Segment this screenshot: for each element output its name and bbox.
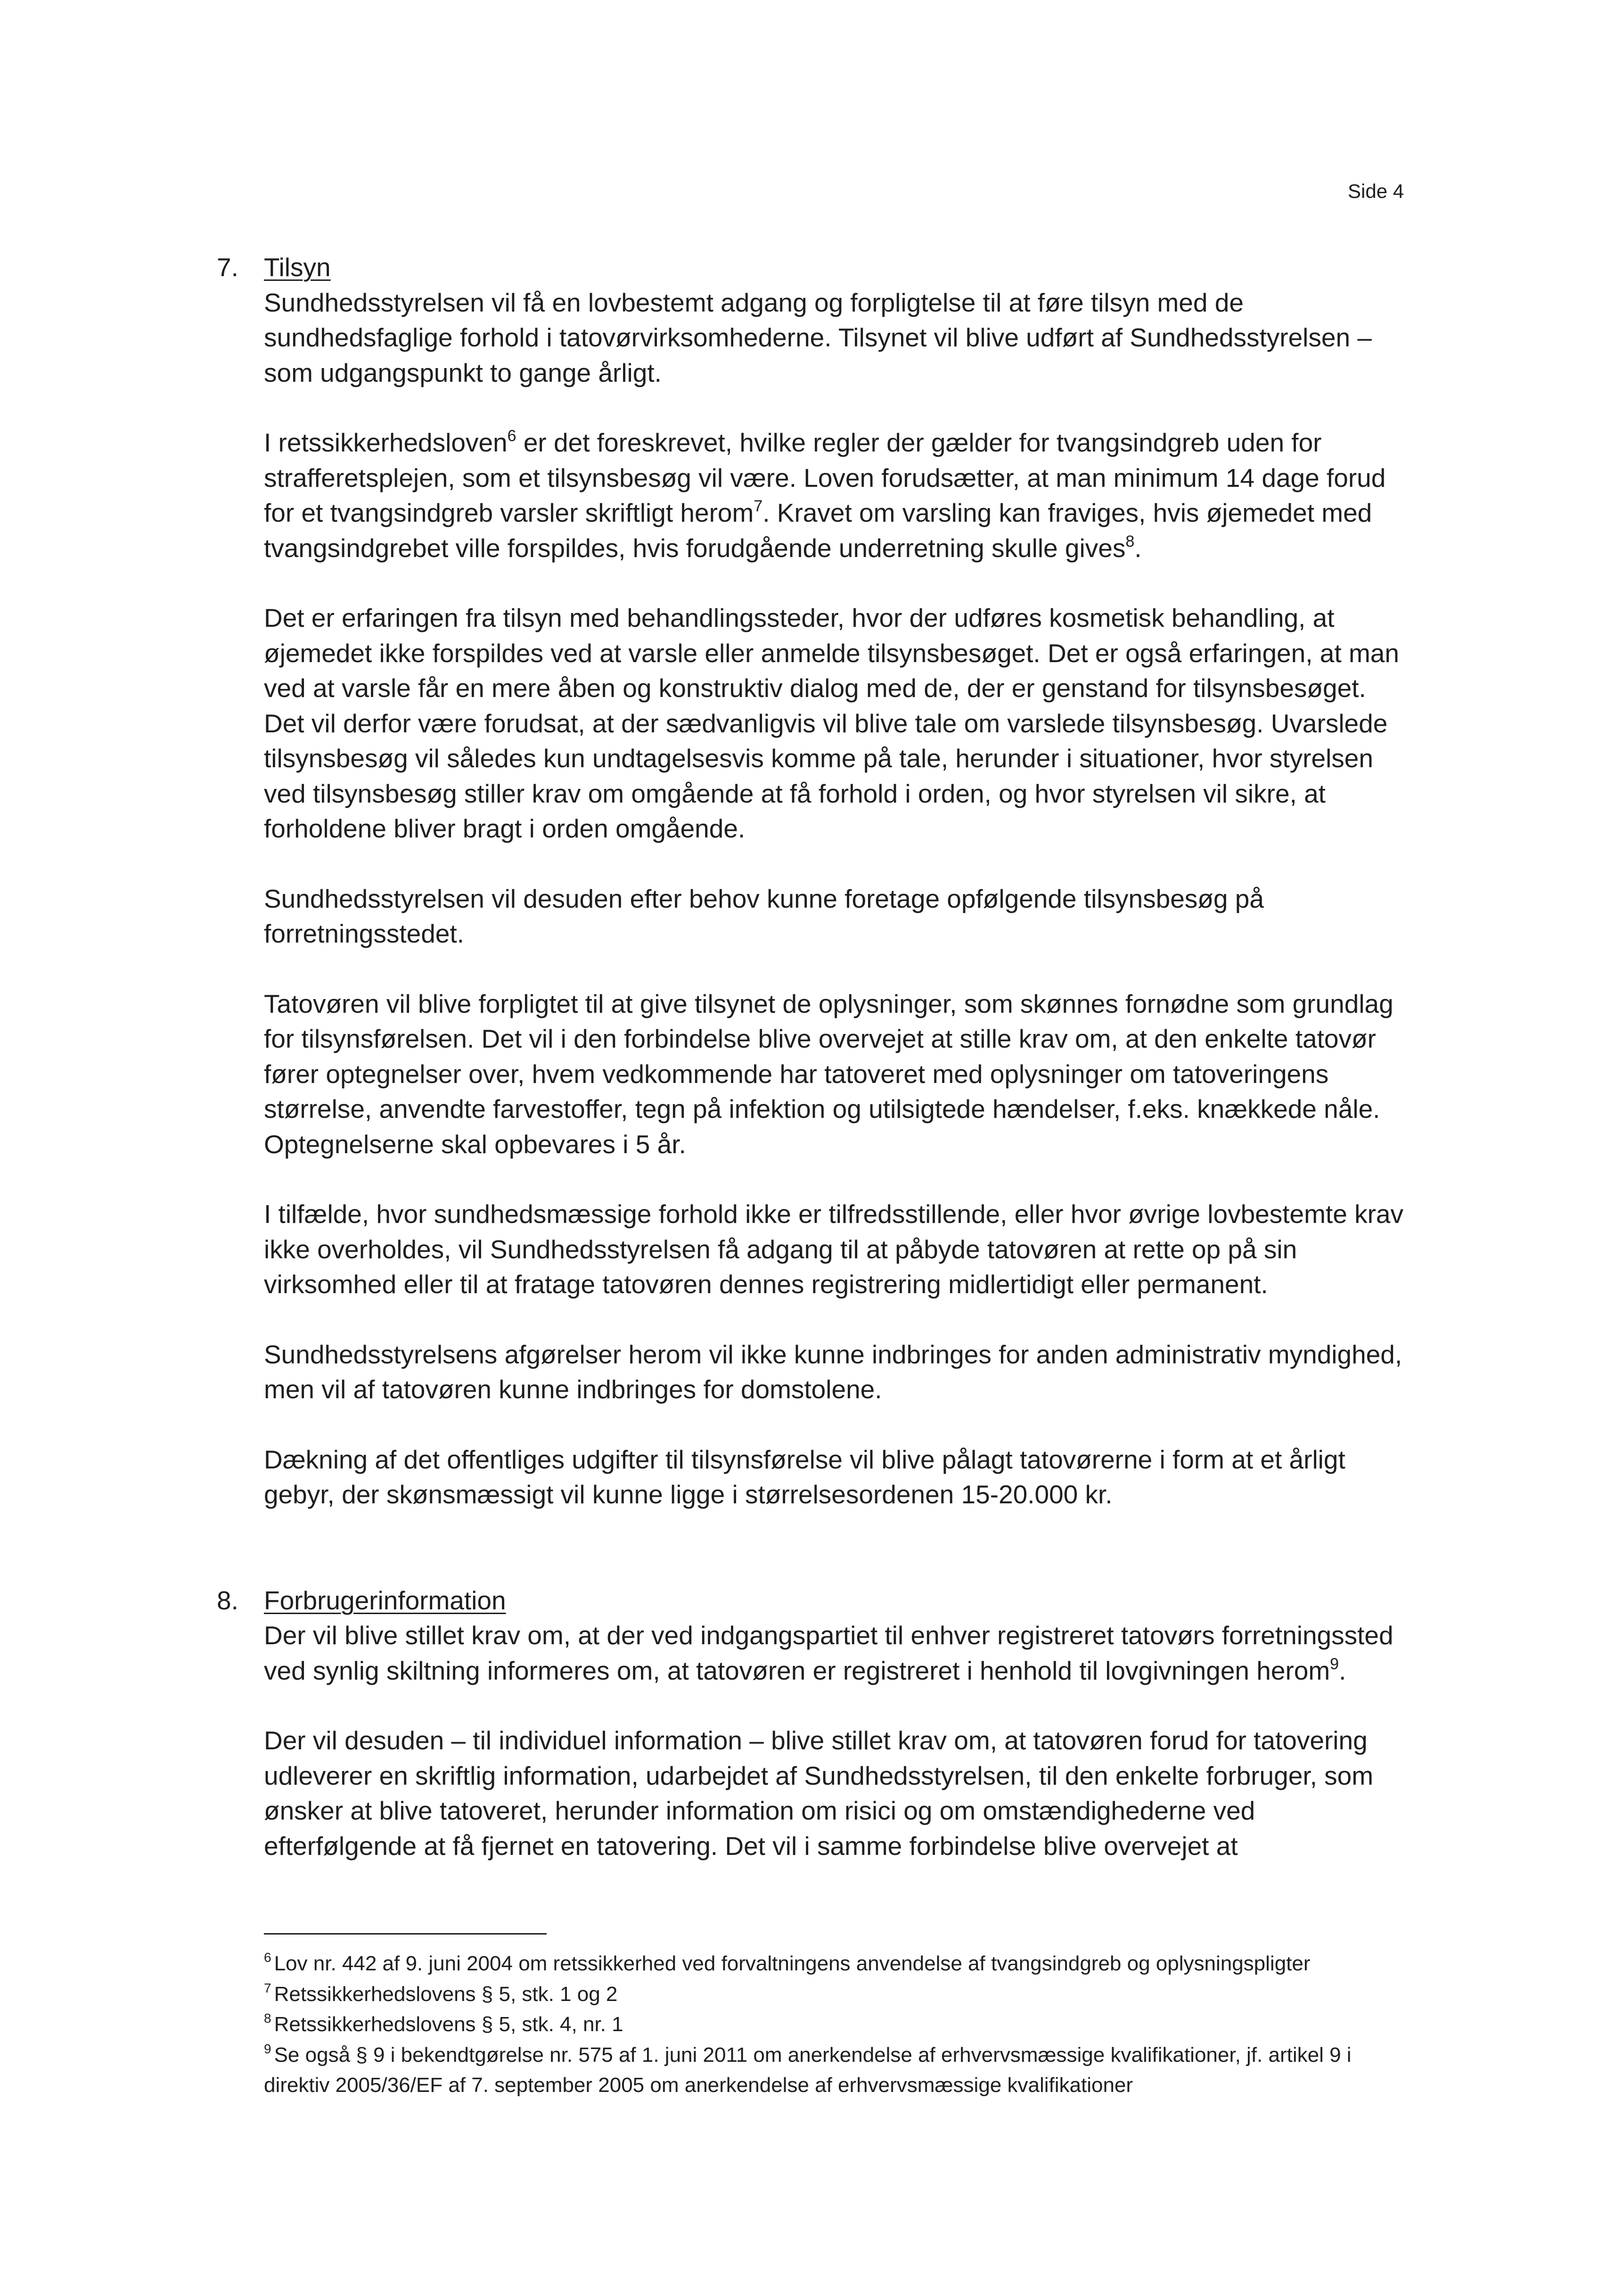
page-number: Side 4 (1348, 180, 1404, 202)
section-number: 7. (217, 253, 238, 282)
footnote-item: $^6$ Lov nr. 442 af 9. juni 2004 om retssikkerhed ved forvaltningens anvendelse af tvangsindgreb og oplysningspligter (264, 1950, 1311, 1975)
paragraph: Sundhedsstyrelsens afgørelser herom vil ikke kunne indbringes for anden administrativ myndighed, men vil af tatovøren kunne indbringes for domstolene. (264, 1339, 1402, 1404)
paragraph: Sundhedsstyrelsen vil desuden efter behov kunne foretage opfølgende tilsynsbesøg på forretningsstedet. (264, 884, 1264, 948)
footnote-ref: 9 (1330, 1655, 1339, 1673)
paragraph: Det er erfaringen fra tilsyn med behandlingssteder, hvor der udføres kosmetisk behandling, at øjemedet ikke forspildes ved at varsle eller anmelde tilsynsbesøget. Det er også erfaringen, at man ved at varsle får en mere åben og konstruktiv dialog med de, der er genstand for tilsynsbesøget. Det vil derfor være forudsat, at der sædvanligvis vil blive tale om varslede tilsynsbesøg. Uvarslede tilsynsbesøg vil således kun undtagelsesvis komme på tale, herunder i situationer, hvor styrelsen ved tilsynsbesøg stiller krav om omgående at få forhold i orden, og hvor styrelsen vil sikre, at forholdene bliver bragt i orden omgående. (264, 603, 1399, 843)
document-body (217, 250, 1409, 1863)
section-number: 8. (217, 1585, 238, 1615)
paragraph: Der vil desuden – til individuel information – blive stillet krav om, at tatovøren forud for tatovering udleverer en skriftlig information, udarbejdet af Sundhedsstyrelsen, til den enkelte forbruger, som ønsker at blive tatoveret, herunder information om risici og om omstændighederne ved efterfølgende at få fjernet en tatovering. Det vil i samme forbindelse blive overvejet at (264, 1726, 1374, 1861)
paragraph: Sundhedsstyrelsen vil få en lovbestemt adgang og forpligtelse til at føre tilsyn med de sundhedsfaglige forhold i tatovørvirksomhederne. Tilsynet vil blive udført af Sundhedsstyrelsen – som udgangspunkt to gange årligt. (264, 287, 1372, 387)
section-8 (217, 1583, 1409, 1864)
footnote-item: $^9$ Se også § 9 i bekendtgørelse nr. 575 af 1. juni 2011 om anerkendelse af erhvervsmæssige kvalifikationer, jf. artikel 9 i direktiv 2005/36/EF af 7. september 2005 om anerkendelse af erhvervsmæssige kvalifikationer (264, 2041, 1352, 2097)
footnote-ref: 7 (754, 497, 763, 515)
paragraph: I retssikkerhedsloven$^6$ er det foreskrevet, hvilke regler der gælder for tvangsindgreb uden for strafferetsplejen, som et tilsynsbesøg vil være. Loven forudsætter, at man minimum 14 dage forud for et tvangsindgreb varsler skriftligt herom$^7$. Kravet om varsling kan fraviges, hvis øjemedet med tvangsindgrebet ville forspildes, hvis forudgående underretning skulle gives$^8$. (264, 427, 1386, 563)
paragraph: Der vil blive stillet krav om, at der ved indgangspartiet til enhver registreret tatovørs forretningssted ved synlig skiltning informeres om, at tatovøren er registreret i henhold til lovgivningen herom$^9$. (264, 1621, 1393, 1685)
paragraph: I tilfælde, hvor sundhedsmæssige forhold ikke er tilfredsstillende, eller hvor øvrige lovbestemte krav ikke overholdes, vil Sundhedsstyrelsen få adgang til at påbyde tatovøren at rette op på sin virksomhed eller til at fratage tatovøren dennes registrering midlertidigt eller permanent. (264, 1199, 1403, 1299)
paragraph: Dækning af det offentliges udgifter til tilsynsførelse vil blive pålagt tatovørerne i form at et årligt gebyr, der skønsmæssigt vil kunne ligge i størrelsesordenen 15-20.000 kr. (264, 1444, 1345, 1509)
paragraph: Tatovøren vil blive forpligtet til at give tilsynet de oplysninger, som skønnes fornødne som grundlag for tilsynsførelsen. Det vil i den forbindelse blive overvejet at stille krav om, at den enkelte tatovør fører optegnelser over, hvem vedkommende har tatoveret med oplysninger om tatoveringens størrelse, anvendte farvestoffer, tegn på infektion og utilsigtede hændelser, f.eks. knækkede nåle. Optegnelserne skal opbevares i 5 år. (264, 989, 1393, 1159)
footnote-divider (264, 1933, 547, 1935)
footnote-item: $^7$ Retssikkerhedslovens § 5, stk. 1 og 2 (264, 1980, 618, 2006)
section-title: Forbrugerinformation (264, 1585, 506, 1615)
footnote-item: $^8$ Retssikkerhedslovens § 5, stk. 4, nr. 1 (264, 2011, 623, 2036)
section-title: Tilsyn (264, 253, 331, 282)
footnotes (264, 1949, 1409, 2101)
footnote-ref: 6 (507, 427, 516, 445)
footnote-ref: 8 (1125, 532, 1135, 550)
section-7 (217, 250, 1409, 1512)
